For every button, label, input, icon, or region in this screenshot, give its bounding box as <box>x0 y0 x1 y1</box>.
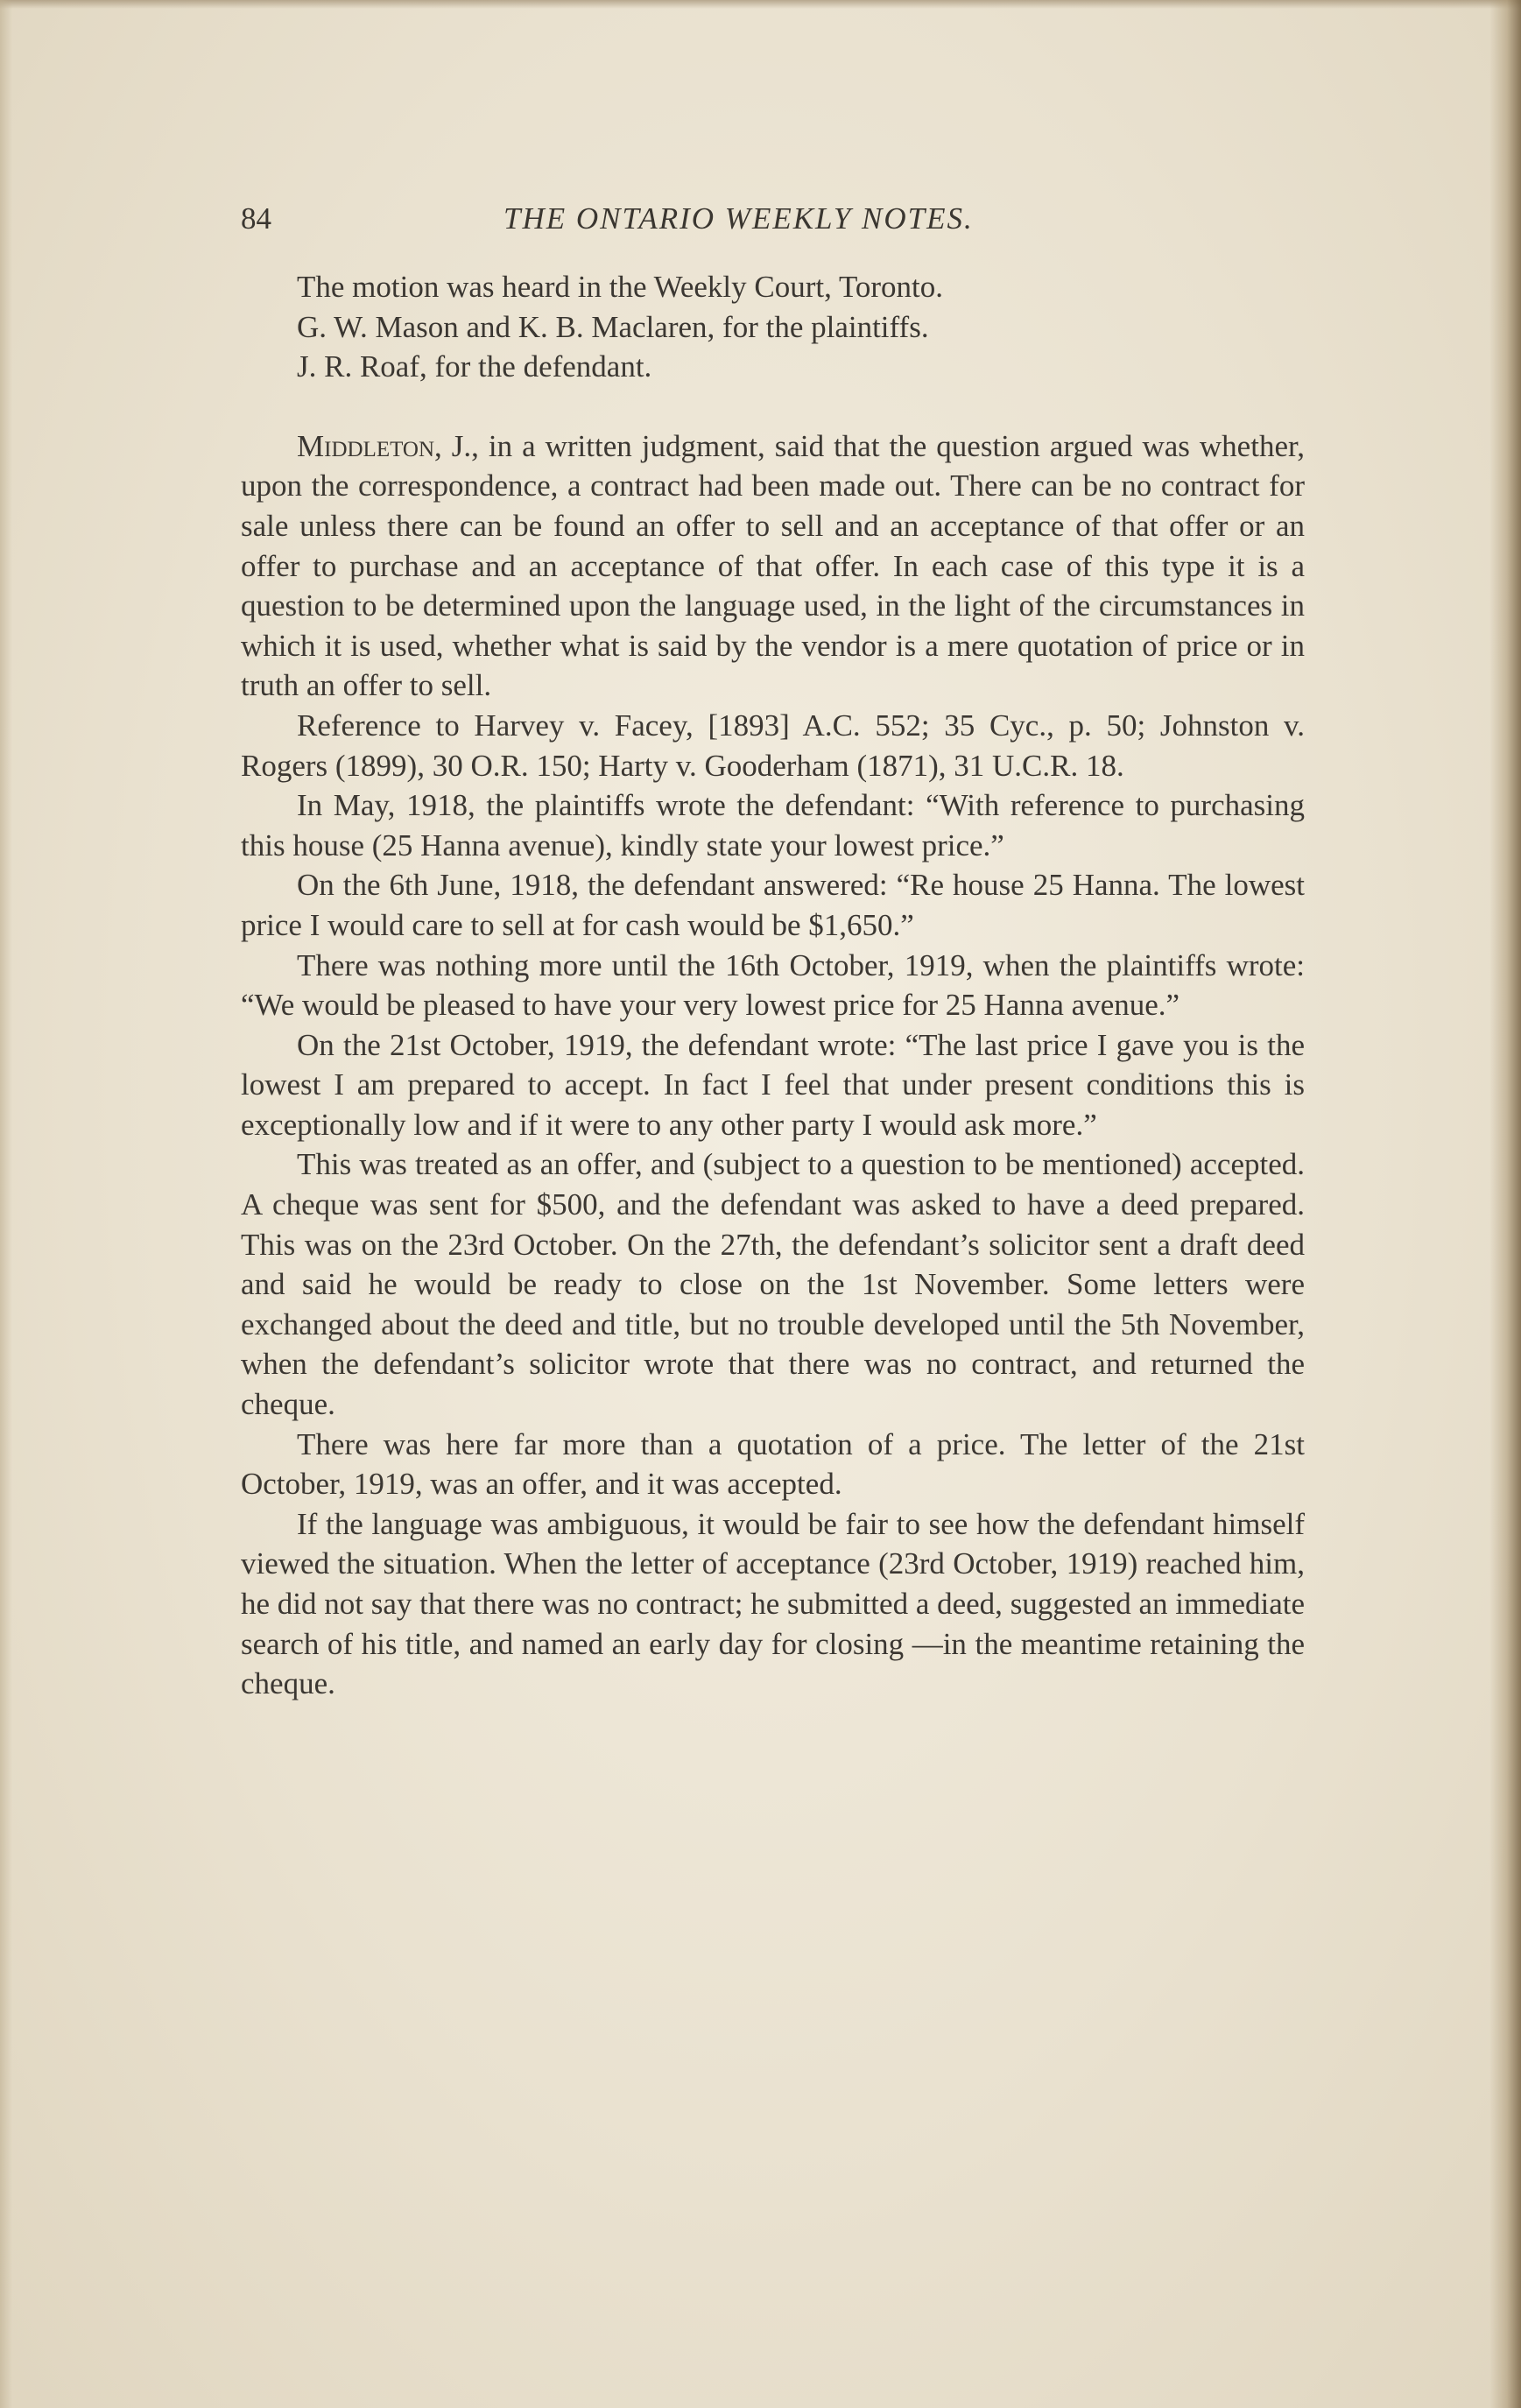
paragraph-quotation <box>241 1425 1305 1504</box>
paragraph-text: There was nothing more until the 16th October, 1919, when the plaintiffs wrote: “We would be pleased to have your very lowest price for 25 Hanna avenue.” <box>241 947 1305 1023</box>
paragraph-text: Reference to Harvey v. Facey, [1893] A.C. 552; 35 Cyc., p. 50; Johnston v. Rogers (1899), 30 O.R. 150; Harty v. Gooderham (1871), 31 U.C.R. 18. <box>241 708 1305 783</box>
paragraph-text: The motion was heard in the Weekly Court, Toronto. <box>297 270 944 304</box>
paragraph-counsel-plaintiffs <box>241 307 1305 348</box>
running-title: THE ONTARIO WEEKLY NOTES. <box>503 201 974 236</box>
paragraph-judgment <box>241 426 1305 706</box>
body-text <box>241 267 1305 1704</box>
paragraph-text: , in a written judgment, said that the question argued was whether, upon the correspondence, a contract had been made out. There can be no contract for sale unless there can be found an offer to sell and an acceptance of that offer or an offer to purchase and an acceptance of that offer. In each case of this type it is a question to be determined upon the language used, in the light of the circumstances in which it is used, whether what is said by the vendor is a mere quotation of price or in truth an offer to sell. <box>241 428 1305 703</box>
running-header <box>241 193 1305 245</box>
paragraph-text: In May, 1918, the plaintiffs wrote the defendant: “With reference to purchasing this house (25 Hanna avenue), kindly state your lowest price.” <box>241 788 1305 863</box>
paragraph-oct-21-1919 <box>241 1025 1305 1145</box>
judge-name: Middleton, J. <box>297 428 472 463</box>
page-binding-edge <box>1489 0 1521 2408</box>
paragraph-may-1918 <box>241 785 1305 865</box>
paragraph-text: On the 21st October, 1919, the defendant wrote: “The last price I gave you is the lowest I am prepared to accept. In fact I feel that under present conditions this is exceptionally low and if it were to any other party I would ask more.” <box>241 1027 1305 1142</box>
paragraph-text: There was here far more than a quotation of a price. The letter of the 21st October, 1919, was an offer, and it was accepted. <box>241 1426 1305 1502</box>
paragraph-text: If the language was ambiguous, it would be fair to see how the defendant himself viewed the situation. When the letter of acceptance (23rd October, 1919) reached him, he did not say that there was no contract; he submitted a deed, suggested an immediate search of his title, and named an early day for closing —in the meantime retaining the cheque. <box>241 1506 1305 1701</box>
paragraph-motion-heard <box>241 267 1305 307</box>
paragraph-text: G. W. Mason and K. B. Maclaren, for the plaintiffs. <box>297 309 929 344</box>
page-number: 84 <box>241 201 271 236</box>
paragraph-counsel-defendant <box>241 347 1305 387</box>
paragraph-text: J. R. Roaf, for the defendant. <box>297 349 652 384</box>
paragraph-oct-16-1919 <box>241 946 1305 1025</box>
paragraph-references <box>241 706 1305 785</box>
paragraph-text: This was treated as an offer, and (subject to a question to be mentioned) accepted. A cheque was sent for $500, and the defendant was asked to have a deed prepared. This was on the 23rd October. On the 27th, the defendant’s solicitor sent a draft deed and said he would be ready to close on the 1st November. Some letters were exchanged about the deed and title, but no trouble developed until the 5th November, when the defendant’s solicitor wrote that there was no contract, and returned the cheque. <box>241 1147 1305 1422</box>
paragraph-text: On the 6th June, 1918, the defendant answered: “Re house 25 Hanna. The lowest price I would care to sell at for cash would be $1,650.” <box>241 868 1305 942</box>
paragraph-offer-accepted <box>241 1144 1305 1424</box>
page-left-shadow <box>0 0 12 2408</box>
paragraph-ambiguous <box>241 1504 1305 1704</box>
page-top-shadow <box>0 0 1521 9</box>
paragraph-june-1918 <box>241 865 1305 945</box>
